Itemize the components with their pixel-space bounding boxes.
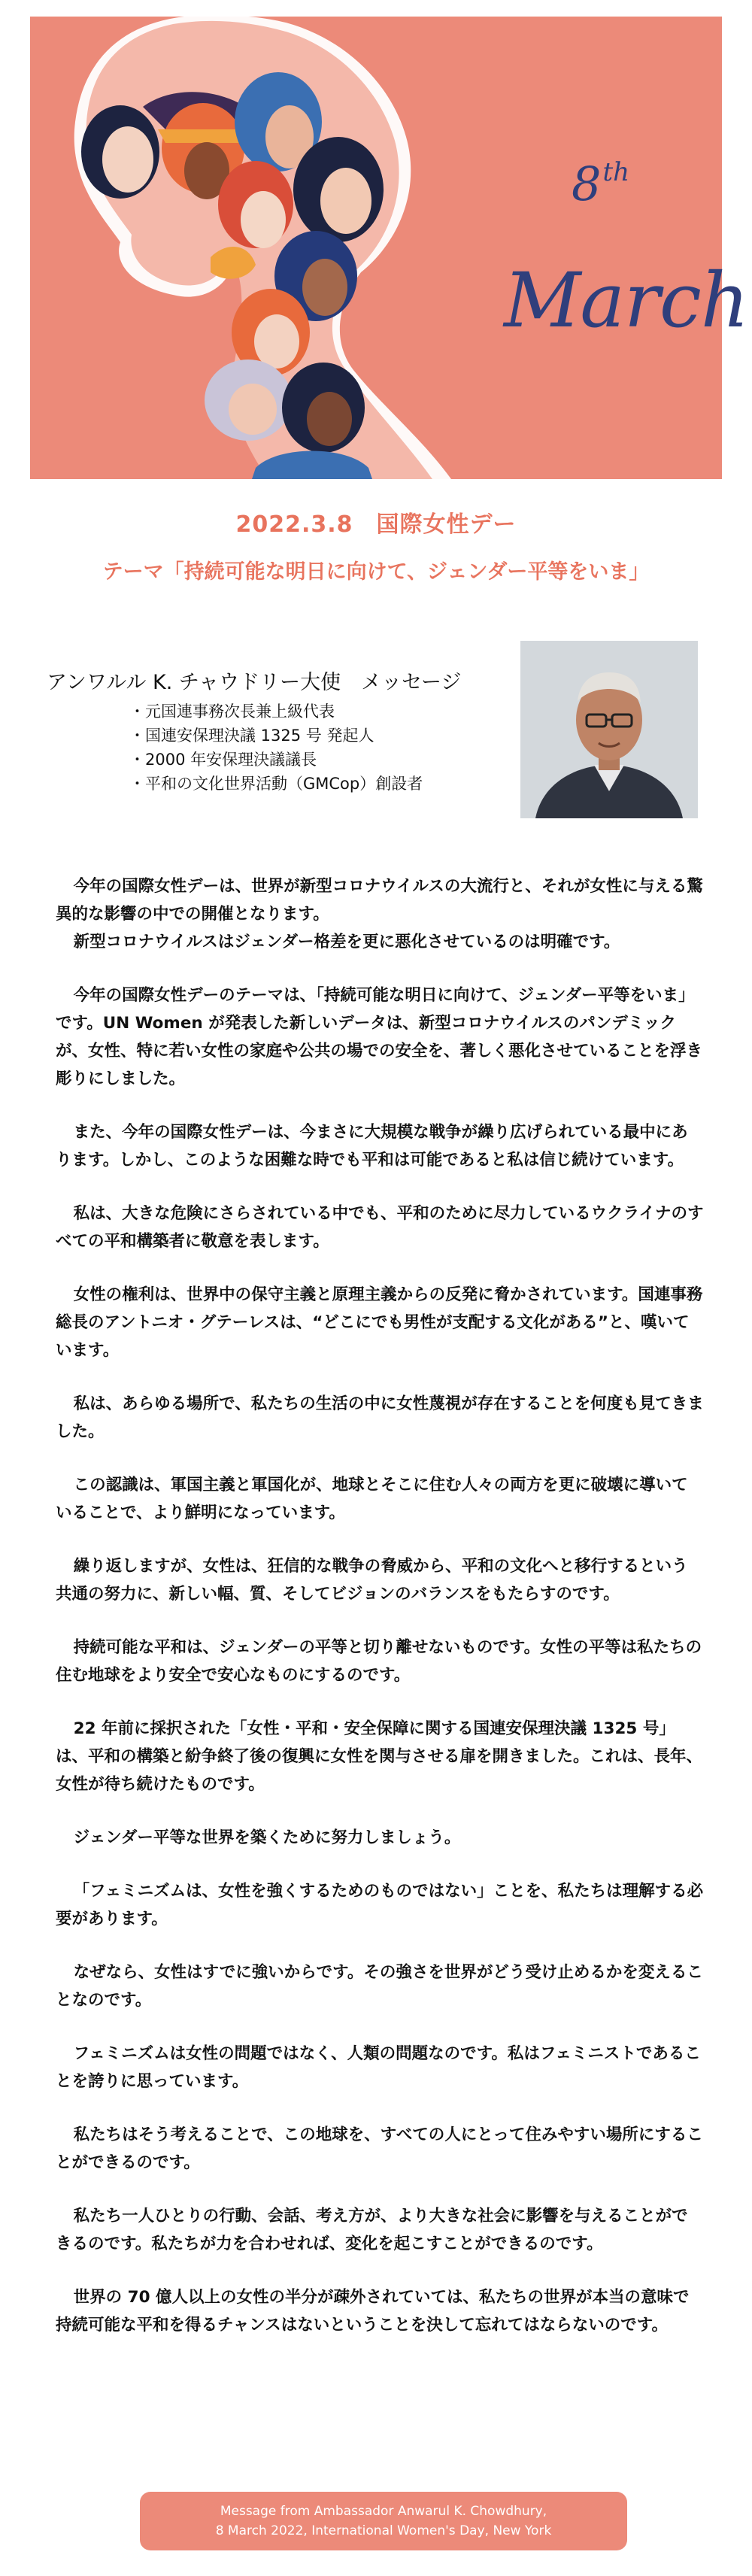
speaker-role: ・ 平和の文化世界活動（GMCop）創設者 <box>129 772 423 796</box>
message-paragraph: この認識は、軍国主義と軍国化が、地球とそこに住む人々の両方を更に破壊に導いていることで、より鮮明になっています。 <box>56 1476 688 1522</box>
page-subtitle: テーマ「持続可能な明日に向けて、ジェンダー平等をいま」 <box>102 560 650 584</box>
speaker-heading: アンワルル K. チャウドリー大使 メッセージ <box>47 671 462 694</box>
message-paragraph: 22 年前に採択された「女性・平和・安全保障に関する国連安保理決議 1325 号」は、平和の構築と紛争終了後の復興に女性を関与させる扉を開きました。これは、長年、女性が待ち続けたものです。 <box>56 1719 703 1794</box>
footer-attribution <box>140 2492 627 2550</box>
speaker-role: ・ 国連安保理決議 1325 号 発起人 <box>129 724 423 748</box>
women-silhouette-illustration <box>30 17 722 479</box>
message-paragraph: 私は、大きな危険にさらされている中でも、平和のために尽力しているウクライナのすべての平和構築者に敬意を表します。 <box>56 1204 704 1251</box>
message-paragraph: 今年の国際女性デーは、世界が新型コロナウイルスの大流行と、それが女性に与える驚異的な影響の中での開催となります。 <box>56 877 703 924</box>
message-paragraph: 私は、あらゆる場所で、私たちの生活の中に女性蔑視が存在することを何度も見てきました。 <box>56 1394 704 1441</box>
message-paragraph: 繰り返しますが、女性は、狂信的な戦争の脅威から、平和の文化へと移行するという共通の努力に、新しい幅、質、そしてビジョンのバランスをもたらすのです。 <box>56 1557 688 1604</box>
message-paragraph: フェミニズムは女性の問題ではなく、人類の問題なのです。私はフェミニストであることを誇りに思っています。 <box>56 2044 701 2091</box>
message-paragraph: 女性の権利は、世界中の保守主義と原理主義からの反発に脅かされています。国連事務総長のアントニオ・グテーレスは、“どこにでも男性が支配する文化がある”と、嘆いています。 <box>56 1285 703 1360</box>
page-title: 2022.3.8 国際女性デー <box>235 511 517 538</box>
speaker-roles-list <box>129 699 423 796</box>
message-paragraph: なぜなら、女性はすでに強いからです。その強さを世界がどう受け止めるかを変えることなのです。 <box>56 1963 703 2010</box>
message-paragraph: 「フェミニズムは、女性を強くするためのものではない」ことを、私たちは理解する必要があります。 <box>56 1882 704 1928</box>
footer-line-2: 8 March 2022, International Women's Day, New York <box>215 2523 552 2538</box>
speaker-role: ・ 2000 年安保理決議議長 <box>129 748 423 772</box>
footer-line-1: Message from Ambassador Anwarul K. Chowdhury, <box>220 2504 547 2519</box>
hero-banner <box>30 17 749 479</box>
message-paragraph: 私たちはそう考えることで、この地球を、すべての人にとって住みやすい場所にすることができるのです。 <box>56 2125 703 2172</box>
message-paragraph: 今年の国際女性デーのテーマは、「持続可能な明日に向けて、ジェンダー平等をいま」です。UN Women が発表した新しいデータは、新型コロナウイルスのパンデミックが、女性、特に若い女性の家庭や公共の場での安全を、著しく悪化させていることを浮き彫りにしました。 <box>56 986 703 1088</box>
message-body <box>56 872 704 2339</box>
speaker-role: ・ 元国連事務次長兼上級代表 <box>129 699 423 724</box>
hero-day-number: 8th <box>572 156 630 211</box>
hero-month: March <box>504 256 749 344</box>
message-paragraph: ジェンダー平等な世界を築くために努力しましょう。 <box>73 1828 461 1847</box>
message-paragraph: 世界の 70 億人以上の女性の半分が疎外されていては、私たちの世界が本当の意味で持続可能な平和を得るチャンスはないということを決して忘れてはならないのです。 <box>56 2288 690 2335</box>
speaker-portrait <box>520 641 698 818</box>
message-paragraph: 新型コロナウイルスはジェンダー格差を更に悪化させているのは明確です。 <box>73 933 620 951</box>
message-paragraph: また、今年の国際女性デーは、今まさに大規模な戦争が繰り広げられている最中にあります。しかし、このような困難な時でも平和は可能であると私は信じ続けています。 <box>56 1123 688 1170</box>
message-paragraph: 持続可能な平和は、ジェンダーの平等と切り離せないものです。女性の平等は私たちの住む地球をより安全で安心なものにするのです。 <box>56 1638 702 1685</box>
message-paragraph: 私たち一人ひとりの行動、会話、考え方が、より大きな社会に影響を与えることができるのです。私たちが力を合わせれば、変化を起こすことができるのです。 <box>56 2207 688 2253</box>
hero-superscript: th <box>602 157 630 187</box>
